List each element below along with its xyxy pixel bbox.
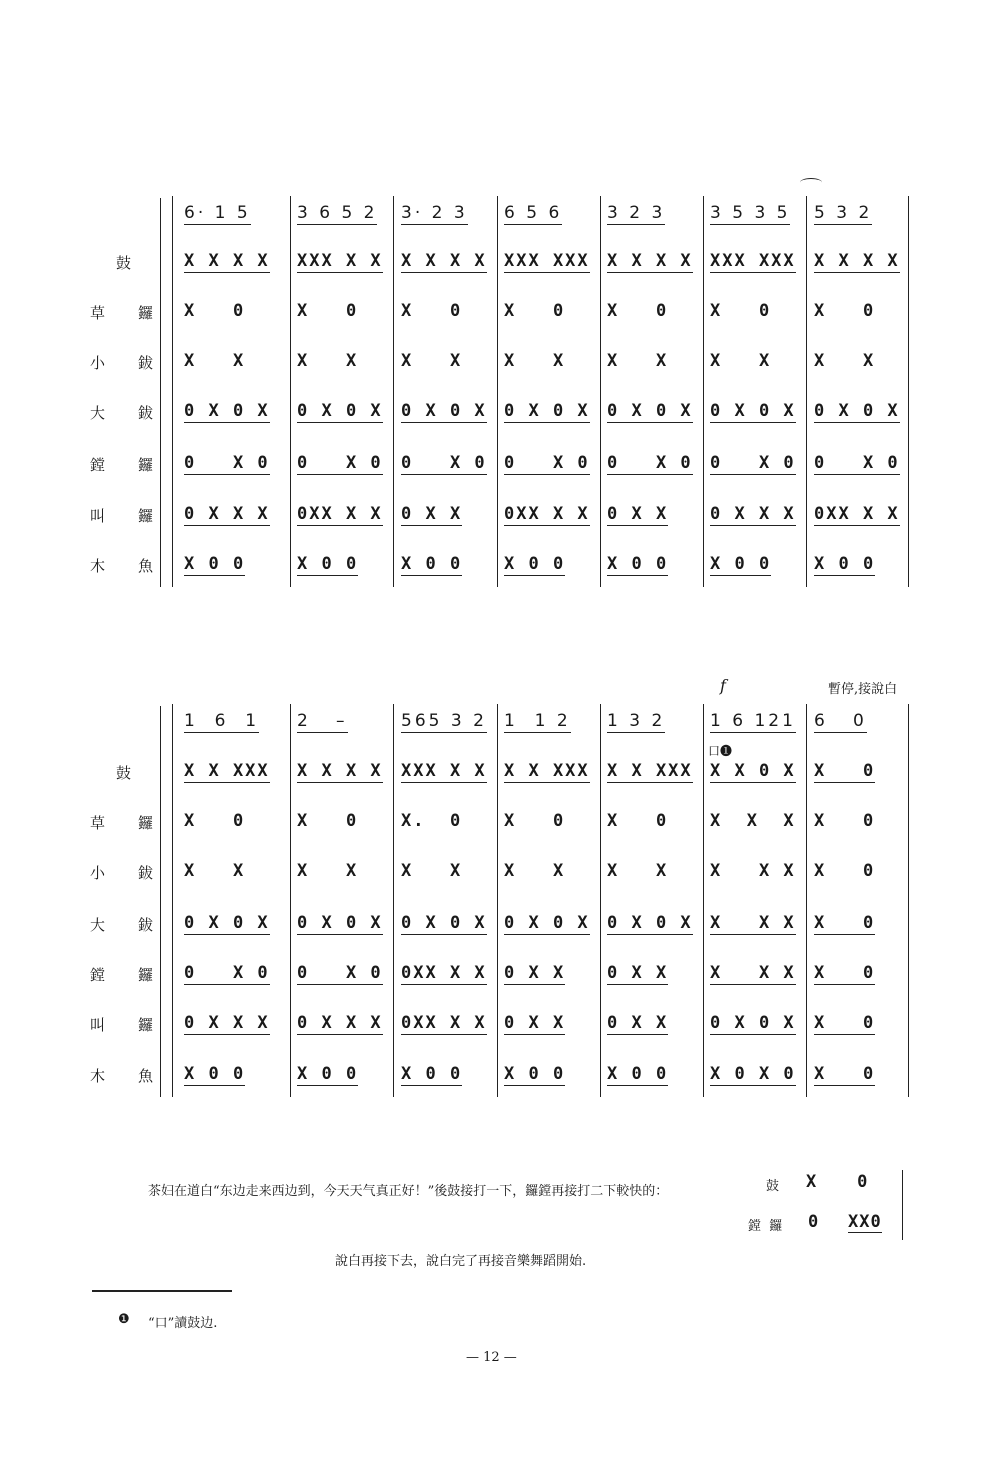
- rhythm-measure: X X: [710, 351, 772, 371]
- rhythm-measure: X 0: [184, 301, 246, 321]
- barline: [703, 196, 704, 587]
- rhythm-measure: 0 X 0: [184, 453, 270, 473]
- rhythm-measure: X X: [297, 861, 359, 881]
- barline: [908, 196, 909, 587]
- rhythm-measure: 0 X X: [607, 1013, 669, 1033]
- rhythm-measure: X 0: [814, 761, 876, 781]
- rhythm-measure: X X 0 X: [710, 761, 796, 781]
- rhythm-measure: X 0: [401, 301, 463, 321]
- rhythm-measure: 0 X 0: [504, 453, 590, 473]
- melody-measure: 3 6 5 2: [297, 203, 378, 223]
- instrument-label-char: 魚: [138, 557, 154, 575]
- instrument-label-char: 鏜: [90, 456, 106, 474]
- melody-measure: 565 3 2: [401, 711, 487, 731]
- instrument-label-char: 鑼: [138, 814, 154, 832]
- rhythm-measure: 0 X 0 X: [184, 401, 270, 421]
- rhythm-measure: 0 X 0 X: [297, 401, 383, 421]
- rhythm-measure: 0 X 0 X: [814, 401, 900, 421]
- footnote-rule: [92, 1290, 232, 1292]
- dynamic-marking: f: [720, 676, 726, 695]
- rhythm-measure: 0 X 0 X: [710, 401, 796, 421]
- drum-edge-mark: 口❶: [708, 744, 733, 758]
- rhythm-measure: 0 X 0: [607, 453, 693, 473]
- rhythm-measure: X X X: [710, 811, 796, 831]
- melody-measure: 1 6 121: [710, 711, 796, 731]
- melody-measure: 1 3 2: [607, 711, 666, 731]
- rhythm-measure: X 0: [607, 811, 669, 831]
- rhythm-measure: X X XXX: [504, 761, 590, 781]
- footer-dang-label: 鏜 鑼: [748, 1219, 783, 1234]
- rhythm-measure: X 0: [814, 963, 876, 983]
- barline: [600, 196, 601, 587]
- instrument-label-char: 草: [90, 304, 106, 322]
- rhythm-measure: X X: [401, 861, 463, 881]
- rhythm-measure: X. 0: [401, 811, 463, 831]
- melody-measure: 6· 1 5: [184, 203, 251, 223]
- rhythm-measure: X 0: [814, 301, 876, 321]
- instrument-label-char: 大: [90, 404, 106, 422]
- rhythm-measure: XXX XXX: [710, 251, 796, 271]
- barline: [172, 196, 173, 587]
- instrument-label-char: 鈸: [138, 864, 154, 882]
- rhythm-measure: X X: [504, 861, 566, 881]
- instrument-label-char: 鈸: [138, 916, 154, 934]
- rhythm-measure: X X X: [710, 861, 796, 881]
- instrument-label-char: 鏜: [90, 966, 106, 984]
- barline: [393, 704, 394, 1097]
- rhythm-measure: 0 X X: [607, 504, 669, 524]
- rhythm-measure: 0 X 0 X: [607, 401, 693, 421]
- rhythm-measure: 0 X 0 X: [504, 401, 590, 421]
- barline: [290, 704, 291, 1097]
- footer-dang-pattern-b: XX0: [848, 1212, 882, 1232]
- rhythm-measure: 0 X 0 X: [504, 913, 590, 933]
- instrument-label-char: 鑼: [138, 304, 154, 322]
- rhythm-measure: X X: [607, 351, 669, 371]
- rhythm-measure: 0 X 0: [710, 453, 796, 473]
- slur-mark: [800, 178, 822, 187]
- rhythm-measure: X X X X: [607, 251, 693, 271]
- rhythm-measure: X 0 0: [504, 1064, 566, 1084]
- rhythm-measure: 0 X 0: [401, 453, 487, 473]
- rhythm-measure: X 0 0: [184, 1064, 246, 1084]
- rhythm-measure: X 0: [504, 811, 566, 831]
- instrument-label-char: 鑼: [138, 1016, 154, 1034]
- rhythm-measure: X 0 0: [504, 554, 566, 574]
- rhythm-measure: X 0: [504, 301, 566, 321]
- melody-measure: 6 0: [814, 711, 867, 731]
- rhythm-measure: 0XX X X: [814, 504, 900, 524]
- rhythm-measure: 0 X X X: [184, 1013, 270, 1033]
- rhythm-measure: 0 X X: [607, 963, 669, 983]
- rhythm-measure: X 0: [814, 1013, 876, 1033]
- instrument-label-char: 木: [90, 1067, 106, 1085]
- rhythm-measure: 0 X X: [504, 963, 566, 983]
- instrument-label-char: 鼓: [116, 254, 132, 272]
- instrument-label-char: 鑼: [138, 456, 154, 474]
- rhythm-measure: X 0: [297, 301, 359, 321]
- rhythm-measure: X 0 0: [297, 1064, 359, 1084]
- instrument-label-char: 鈸: [138, 354, 154, 372]
- instrument-label-char: 木: [90, 557, 106, 575]
- rhythm-measure: X 0 0: [607, 554, 669, 574]
- rhythm-measure: 0 X 0 X: [184, 913, 270, 933]
- barline: [393, 196, 394, 587]
- footer-dang-pattern-a: 0: [808, 1212, 819, 1232]
- rhythm-measure: 0 X 0 X: [401, 401, 487, 421]
- barline: [806, 704, 807, 1097]
- instrument-label-char: 鑼: [138, 966, 154, 984]
- pause-annotation: 暫停,接說白: [828, 682, 898, 697]
- rhythm-measure: X X X: [710, 913, 796, 933]
- melody-measure: 1 1 2: [504, 711, 571, 731]
- melody-measure: 6 5 6: [504, 203, 563, 223]
- rhythm-measure: X X XXX: [184, 761, 270, 781]
- rhythm-measure: 0XX X X: [297, 504, 383, 524]
- rhythm-measure: 0 X 0: [297, 453, 383, 473]
- barline: [290, 196, 291, 587]
- footer-drum-pattern: X 0: [806, 1172, 868, 1192]
- rhythm-measure: XXX X X: [401, 761, 487, 781]
- rhythm-measure: X X: [184, 861, 246, 881]
- rhythm-measure: X X X X: [184, 251, 270, 271]
- rhythm-measure: X X X X: [814, 251, 900, 271]
- rhythm-measure: XXX X X: [297, 251, 383, 271]
- barline: [600, 704, 601, 1097]
- system-brace: [160, 706, 167, 1097]
- rhythm-measure: X 0 0: [814, 554, 876, 574]
- melody-measure: 3· 2 3: [401, 203, 468, 223]
- instrument-label-char: 鈸: [138, 404, 154, 422]
- rhythm-measure: X 0: [184, 811, 246, 831]
- instrument-label-char: 草: [90, 814, 106, 832]
- rhythm-measure: X 0 0: [710, 554, 772, 574]
- rhythm-measure: X 0 0: [607, 1064, 669, 1084]
- rhythm-measure: 0 X 0: [297, 963, 383, 983]
- instruction-text: 茶妇在道白“东边走来西边到，今天天气真正好！”後鼓接打一下，鑼鏜再接打二下較快的：: [148, 1184, 669, 1199]
- rhythm-measure: XXX XXX: [504, 251, 590, 271]
- rhythm-measure: X X X X: [297, 761, 383, 781]
- rhythm-measure: 0 X X: [504, 1013, 566, 1033]
- rhythm-measure: X X: [401, 351, 463, 371]
- rhythm-measure: X 0: [814, 861, 876, 881]
- rhythm-measure: X X X X: [401, 251, 487, 271]
- rhythm-measure: X 0: [814, 811, 876, 831]
- rhythm-measure: 0XX X X: [401, 963, 487, 983]
- rhythm-measure: 0 X 0: [184, 963, 270, 983]
- rhythm-measure: 0 X 0 X: [297, 913, 383, 933]
- rhythm-measure: 0 X X X: [710, 504, 796, 524]
- rhythm-measure: 0 X X X: [297, 1013, 383, 1033]
- rhythm-measure: X 0: [710, 301, 772, 321]
- rhythm-measure: X X: [297, 351, 359, 371]
- barline: [806, 196, 807, 587]
- melody-measure: 3 2 3: [607, 203, 666, 223]
- instrument-label-char: 小: [90, 864, 106, 882]
- page-number: — 12 —: [466, 1350, 517, 1365]
- instrument-label-char: 叫: [90, 1016, 106, 1034]
- rhythm-measure: X 0 0: [401, 1064, 463, 1084]
- footnote-text: “口”讀鼓边.: [148, 1316, 218, 1331]
- footnote-mark: ❶: [118, 1312, 130, 1327]
- rhythm-measure: 0XX X X: [504, 504, 590, 524]
- continuation-text: 說白再接下去，說白完了再接音樂舞蹈開始.: [335, 1254, 587, 1269]
- barline: [497, 704, 498, 1097]
- footer-barline-1: [902, 1170, 903, 1240]
- instrument-label-char: 鼓: [116, 764, 132, 782]
- rhythm-measure: X X: [184, 351, 246, 371]
- rhythm-measure: X 0 0: [297, 554, 359, 574]
- rhythm-measure: 0 X 0: [814, 453, 900, 473]
- barline: [703, 704, 704, 1097]
- rhythm-measure: X X XXX: [607, 761, 693, 781]
- rhythm-measure: 0 X 0 X: [607, 913, 693, 933]
- rhythm-measure: X 0: [297, 811, 359, 831]
- melody-measure: 3 5 3 5: [710, 203, 791, 223]
- rhythm-measure: X 0 0: [184, 554, 246, 574]
- barline: [172, 704, 173, 1097]
- instrument-label-char: 叫: [90, 507, 106, 525]
- rhythm-measure: 0 X 0 X: [401, 913, 487, 933]
- rhythm-measure: X 0: [814, 913, 876, 933]
- rhythm-measure: 0XX X X: [401, 1013, 487, 1033]
- rhythm-measure: X X: [504, 351, 566, 371]
- rhythm-measure: X 0: [607, 301, 669, 321]
- rhythm-measure: X 0 X 0: [710, 1064, 796, 1084]
- rhythm-measure: X 0 0: [401, 554, 463, 574]
- melody-measure: 5 3 2: [814, 203, 873, 223]
- rhythm-measure: 0 X X: [401, 504, 463, 524]
- melody-measure: 2 –: [297, 711, 348, 731]
- instrument-label-char: 魚: [138, 1067, 154, 1085]
- instrument-label-char: 小: [90, 354, 106, 372]
- barline: [497, 196, 498, 587]
- rhythm-measure: X 0: [814, 1064, 876, 1084]
- rhythm-measure: X X: [814, 351, 876, 371]
- footer-drum-label: 鼓: [766, 1179, 780, 1194]
- melody-measure: 1 6 1: [184, 711, 260, 731]
- rhythm-measure: X X: [607, 861, 669, 881]
- rhythm-measure: 0 X X X: [184, 504, 270, 524]
- system-brace: [160, 198, 167, 587]
- instrument-label-char: 鑼: [138, 507, 154, 525]
- barline: [908, 704, 909, 1097]
- rhythm-measure: 0 X 0 X: [710, 1013, 796, 1033]
- rhythm-measure: X X X: [710, 963, 796, 983]
- instrument-label-char: 大: [90, 916, 106, 934]
